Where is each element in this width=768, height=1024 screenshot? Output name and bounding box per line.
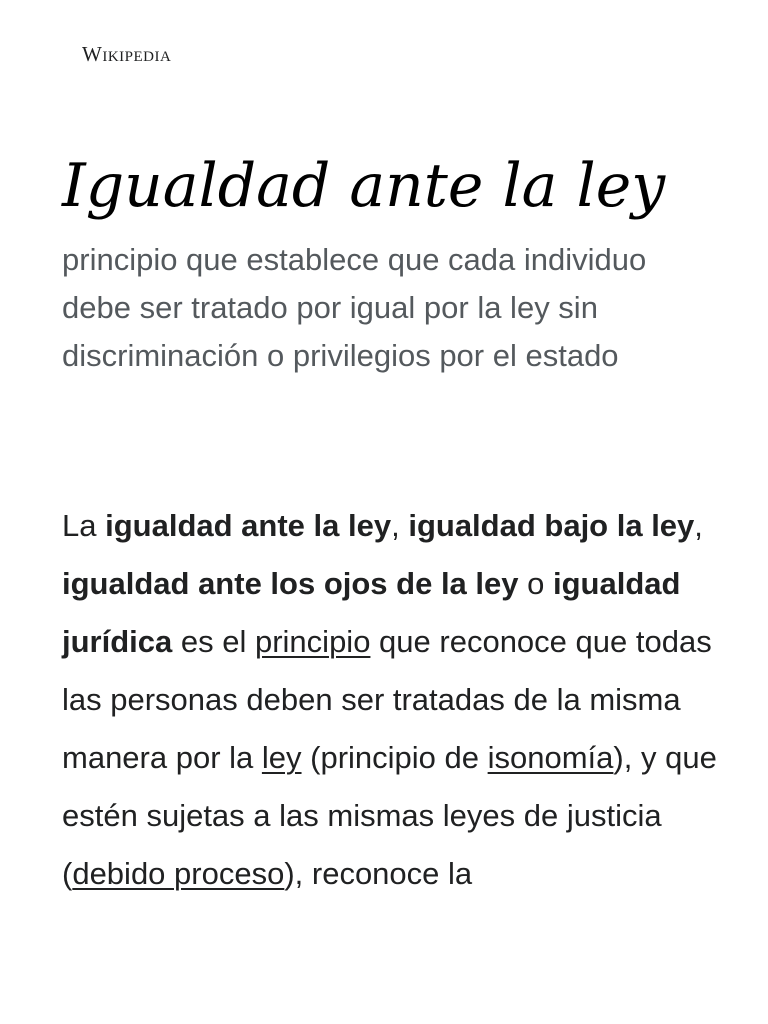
paragraph-text: ), y que estén sujetas a las mismas leyes de justicia ( (62, 740, 717, 891)
paragraph-text: ), reconoce la (284, 856, 473, 891)
bold-term: igualdad bajo la ley (408, 508, 695, 543)
paragraph-text: La (62, 508, 106, 543)
paragraph-text: , (694, 508, 703, 543)
bold-term: igualdad ante los ojos de la ley (62, 566, 519, 601)
bold-term: igualdad jurídica (62, 566, 681, 659)
paragraph-text: que reconoce que todas las personas deben ser tratadas de la misma manera por la (62, 624, 712, 775)
paragraph-text: (principio de (301, 740, 488, 775)
paragraph-text: o (518, 566, 553, 601)
paragraph-text: , (391, 508, 409, 543)
wikipedia-logo[interactable]: Wikipedia (82, 42, 172, 66)
link-principio[interactable]: principio (254, 624, 371, 659)
page-title: Igualdad ante la ley (62, 151, 666, 221)
link-isonomia[interactable]: isonomía (487, 740, 614, 775)
page-description: principio que establece que cada individuo debe ser tratado por igual por la ley sin discriminación o privilegios por el estado (62, 242, 647, 373)
paragraph-text: es el (172, 624, 255, 659)
link-debido-proceso[interactable]: debido proceso (72, 856, 285, 891)
link-ley[interactable]: ley (261, 740, 302, 775)
article-paragraph (62, 497, 722, 903)
bold-term: igualdad ante la ley (105, 508, 392, 543)
